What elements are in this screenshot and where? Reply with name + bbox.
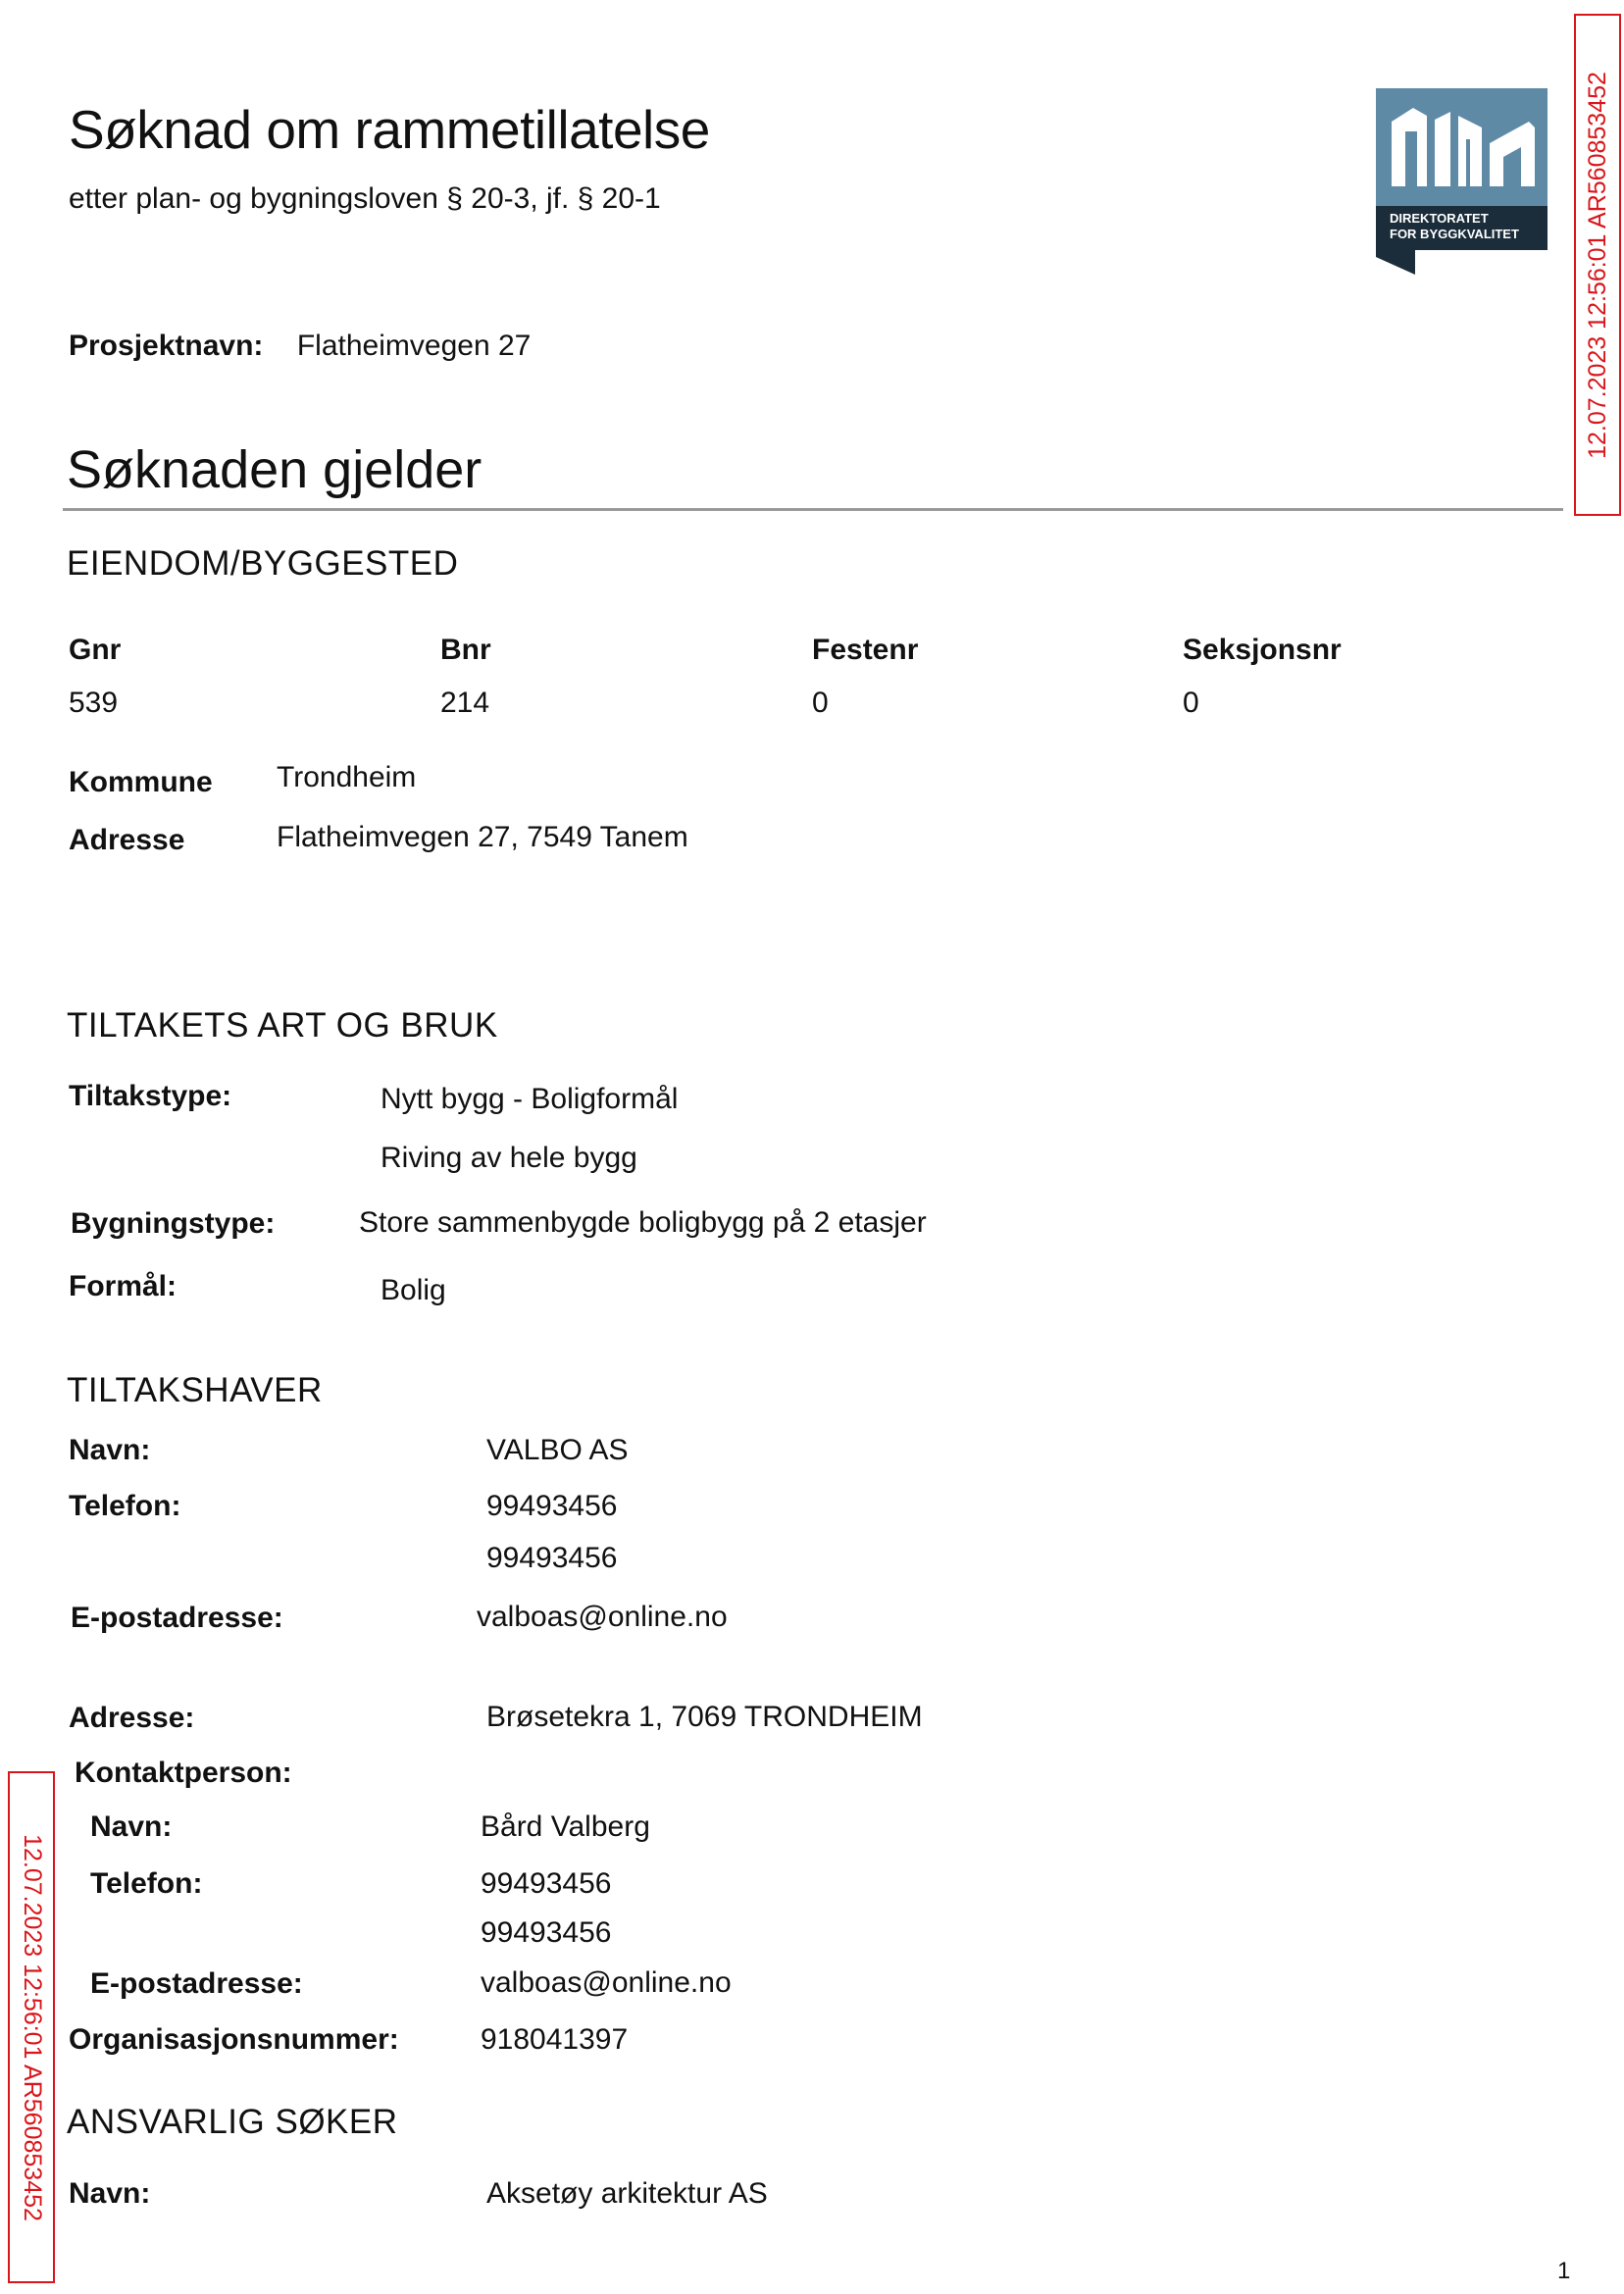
page-number: 1 — [1557, 2258, 1571, 2284]
tiltakstype-label: Tiltakstype: — [69, 1080, 232, 1112]
timestamp-stamp-left — [8, 1771, 55, 2283]
tiltakstype-value-1: Nytt bygg - Boligformål — [381, 1083, 679, 1115]
project-row — [69, 330, 531, 363]
tiltakshaver-epost-label: E-postadresse: — [71, 1602, 283, 1634]
tiltakshaver-adresse-label: Adresse: — [69, 1702, 195, 1734]
stamp-text: 12.07.2023 12:56:01 AR560853452 — [1583, 71, 1611, 459]
project-label: Prosjektnavn: — [69, 330, 264, 362]
formal-value: Bolig — [381, 1274, 446, 1306]
col-seksjonsnr: Seksjonsnr — [1183, 634, 1342, 666]
tiltakshaver-navn-label: Navn: — [69, 1434, 151, 1466]
kontakt-telefon-label: Telefon: — [90, 1867, 203, 1900]
tiltakshaver-telefon-label: Telefon: — [69, 1490, 181, 1522]
stamp-text: 12.07.2023 12:56:01 AR560853452 — [18, 1833, 46, 2221]
section-ansvarlig: ANSVARLIG SØKER — [67, 2103, 398, 2141]
kontakt-navn-label: Navn: — [90, 1810, 173, 1843]
tiltakshaver-adresse-value: Brøsetekra 1, 7069 TRONDHEIM — [486, 1701, 923, 1733]
tiltakshaver-telefon-1: 99493456 — [486, 1490, 618, 1522]
document-subtitle: etter plan- og bygningsloven § 20-3, jf. § 20-1 — [69, 182, 661, 215]
val-bnr: 214 — [440, 687, 490, 719]
col-festenr: Festenr — [812, 634, 919, 666]
col-bnr: Bnr — [440, 634, 491, 666]
val-gnr: 539 — [69, 687, 119, 719]
formal-label: Formål: — [69, 1270, 178, 1302]
kontakt-epost-label: E-postadresse: — [90, 1967, 303, 2000]
kontakt-telefon-2: 99493456 — [481, 1916, 612, 1949]
dibk-logo — [1376, 88, 1548, 275]
adresse-value: Flatheimvegen 27, 7549 Tanem — [277, 821, 688, 853]
section-tiltak: TILTAKETS ART OG BRUK — [67, 1006, 498, 1045]
ansvarlig-navn-value: Aksetøy arkitektur AS — [486, 2177, 768, 2210]
val-seksjonsnr: 0 — [1183, 687, 1199, 719]
col-gnr: Gnr — [69, 634, 122, 666]
tiltakshaver-navn-value: VALBO AS — [486, 1434, 629, 1466]
orgnr-label: Organisasjonsnummer: — [69, 2023, 399, 2056]
timestamp-stamp-right — [1574, 14, 1621, 516]
val-festenr: 0 — [812, 687, 829, 719]
project-value: Flatheimvegen 27 — [296, 330, 532, 362]
kontakt-epost-value: valboas@online.no — [481, 1966, 732, 1999]
svg-text:FOR BYGGKVALITET: FOR BYGGKVALITET — [1390, 227, 1519, 241]
kommune-label: Kommune — [69, 766, 213, 798]
tiltakshaver-epost-value: valboas@online.no — [477, 1601, 728, 1633]
tiltakstype-value-2: Riving av hele bygg — [381, 1142, 637, 1174]
section-heading-soknaden: Søknaden gjelder — [67, 440, 482, 499]
tiltakshaver-telefon-2: 99493456 — [486, 1542, 618, 1574]
divider — [63, 508, 1563, 511]
orgnr-value: 918041397 — [481, 2023, 629, 2056]
logo-graphic — [1376, 88, 1548, 275]
bygningstype-value: Store sammenbygde boligbygg på 2 etasjer — [359, 1206, 927, 1239]
adresse-label: Adresse — [69, 824, 185, 856]
svg-text:DIREKTORATET: DIREKTORATET — [1390, 211, 1489, 226]
ansvarlig-navn-label: Navn: — [69, 2177, 151, 2210]
section-tiltakshaver: TILTAKSHAVER — [67, 1371, 323, 1409]
kontaktperson-label: Kontaktperson: — [75, 1757, 292, 1789]
bygningstype-label: Bygningstype: — [71, 1207, 276, 1240]
document-title: Søknad om rammetillatelse — [69, 99, 710, 160]
kontakt-telefon-1: 99493456 — [481, 1867, 612, 1900]
kommune-value: Trondheim — [277, 761, 417, 793]
kontakt-navn-value: Bård Valberg — [481, 1810, 650, 1843]
section-eiendom: EIENDOM/BYGGESTED — [67, 544, 459, 583]
